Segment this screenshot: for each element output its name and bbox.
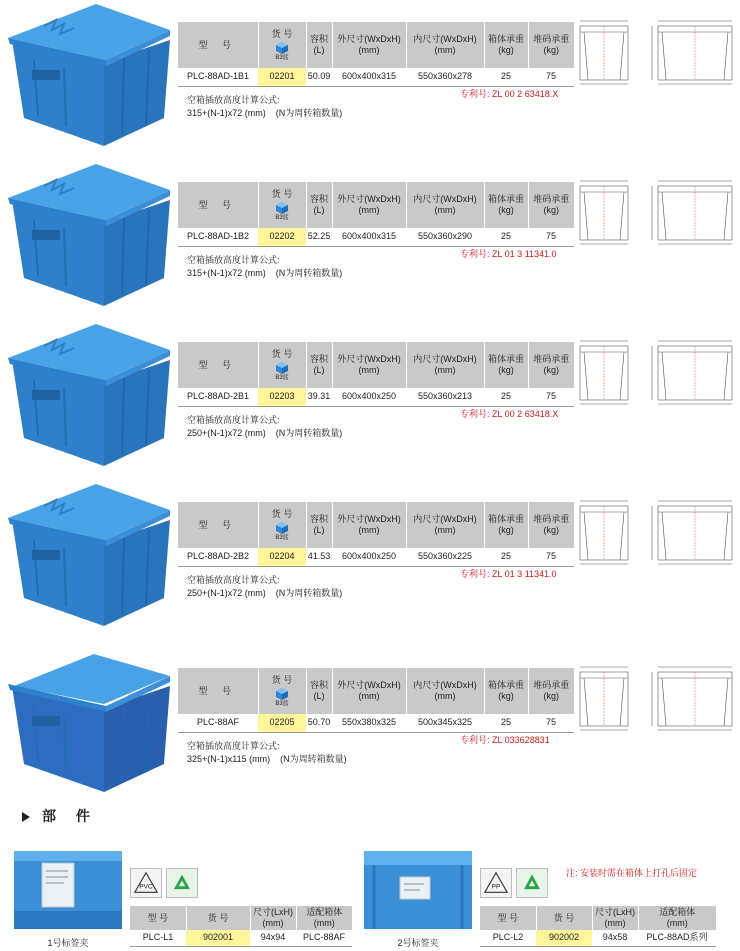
col-model: 型 号 — [178, 342, 258, 388]
technical-drawing — [578, 664, 736, 734]
installation-note: 注: 安装时需在箱体上打孔后固定 — [566, 868, 698, 878]
spec-table — [178, 342, 574, 407]
acc-sku-value: 902002 — [536, 930, 592, 946]
box-load-value: 25 — [484, 714, 528, 732]
patent-number: 专利号: ZL 01 3 11341.0 — [460, 249, 557, 259]
spec-table — [178, 502, 574, 567]
col-stack-load: 堆码承重 (kg) — [528, 22, 574, 68]
box-load-value: 25 — [484, 228, 528, 246]
sku-value: 02202 — [258, 228, 306, 246]
product-row — [0, 480, 740, 640]
acc-col-sku: 货 号 — [536, 906, 592, 930]
acc-model-value: PLC-L1 — [130, 930, 186, 946]
blue-cube-icon — [276, 522, 288, 534]
col-sku: 货 号 B3蓝 — [258, 22, 306, 68]
col-stack-load: 堆码承重 (kg) — [528, 342, 574, 388]
blue-cube-icon — [276, 688, 288, 700]
acc-col-model: 型 号 — [480, 906, 536, 930]
stack-height-formula: 空箱插放高度计算公式: 315+(N-1)x72 (mm) (N为周转箱数量) — [187, 255, 343, 278]
volume-value: 41.53 — [306, 548, 332, 566]
outer-size-value: 600x400x250 — [332, 548, 406, 566]
accessory-table-1 — [130, 906, 352, 947]
sku-value: 02201 — [258, 68, 306, 86]
col-sku: 货 号 B3蓝 — [258, 342, 306, 388]
col-model: 型 号 — [178, 182, 258, 228]
pvc-recycle-icon — [130, 868, 162, 898]
sku-value: 02203 — [258, 388, 306, 406]
spec-table — [178, 182, 574, 247]
label-holder-photo-1 — [14, 851, 122, 929]
svg-text:PP: PP — [491, 883, 501, 891]
col-model: 型 号 — [178, 502, 258, 548]
label-holder-photo-2 — [364, 851, 472, 929]
model-value: PLC-88AF — [178, 714, 258, 732]
col-sku: 货 号 B3蓝 — [258, 502, 306, 548]
col-stack-load: 堆码承重 (kg) — [528, 668, 574, 714]
col-box-load: 箱体承重 (kg) — [484, 502, 528, 548]
spec-table — [178, 668, 574, 733]
model-value: PLC-88AD-2B2 — [178, 548, 258, 566]
col-outer: 外尺寸(WxDxH) (mm) — [332, 502, 406, 548]
sku-value: 02204 — [258, 548, 306, 566]
col-volume: 容积 (L) — [306, 668, 332, 714]
section-title-parts: 部 件 — [22, 806, 98, 826]
inner-size-value: 500x345x325 — [406, 714, 484, 732]
stack-load-value: 75 — [528, 68, 574, 86]
technical-drawing — [578, 338, 736, 408]
volume-value: 50.09 — [306, 68, 332, 86]
technical-drawing — [578, 498, 736, 568]
inner-size-value: 550x360x278 — [406, 68, 484, 86]
outer-size-value: 600x400x315 — [332, 228, 406, 246]
product-row — [0, 646, 740, 806]
stack-load-value: 75 — [528, 714, 574, 732]
product-row — [0, 320, 740, 480]
inner-size-value: 550x360x225 — [406, 548, 484, 566]
outer-size-value: 600x400x250 — [332, 388, 406, 406]
col-outer: 外尺寸(WxDxH) (mm) — [332, 22, 406, 68]
acc-col-sku: 货 号 — [186, 906, 250, 930]
spec-table — [178, 22, 574, 87]
acc-fit-value: PLC-88AF — [296, 930, 352, 946]
blue-cube-icon — [276, 42, 288, 54]
col-stack-load: 堆码承重 (kg) — [528, 502, 574, 548]
col-inner: 内尺寸(WxDxH) (mm) — [406, 342, 484, 388]
crate-photo — [4, 646, 172, 794]
recycle-icon — [166, 868, 198, 898]
blue-cube-icon — [276, 202, 288, 214]
stack-load-value: 75 — [528, 548, 574, 566]
triangle-bullet-icon — [22, 812, 30, 822]
patent-number: 专利号: ZL 01 3 11341.0 — [460, 569, 557, 579]
crate-photo — [4, 320, 172, 468]
acc-col-size: 尺寸(LxH) (mm) — [250, 906, 296, 930]
crate-photo — [4, 0, 172, 148]
col-sku: 货 号 B3蓝 — [258, 668, 306, 714]
outer-size-value: 550x380x325 — [332, 714, 406, 732]
col-outer: 外尺寸(WxDxH) (mm) — [332, 182, 406, 228]
col-box-load: 箱体承重 (kg) — [484, 668, 528, 714]
volume-value: 52.25 — [306, 228, 332, 246]
model-value: PLC-88AD-2B1 — [178, 388, 258, 406]
accessory-table-2 — [480, 906, 716, 947]
acc-col-fit: 适配箱体 (mm) — [638, 906, 716, 930]
col-inner: 内尺寸(WxDxH) (mm) — [406, 182, 484, 228]
acc-size-value: 94x58 — [592, 930, 638, 946]
stack-load-value: 75 — [528, 228, 574, 246]
col-box-load: 箱体承重 (kg) — [484, 22, 528, 68]
technical-drawing — [578, 18, 736, 88]
patent-number: 专利号: ZL 033628831 — [460, 735, 550, 745]
acc-fit-value: PLC-88AD系列 — [638, 930, 716, 946]
col-model: 型 号 — [178, 668, 258, 714]
acc-model-value: PLC-L2 — [480, 930, 536, 946]
col-volume: 容积 (L) — [306, 502, 332, 548]
col-box-load: 箱体承重 (kg) — [484, 182, 528, 228]
crate-photo — [4, 480, 172, 628]
stack-height-formula: 空箱插放高度计算公式: 325+(N-1)x115 (mm) (N为周转箱数量) — [187, 741, 347, 764]
col-outer: 外尺寸(WxDxH) (mm) — [332, 668, 406, 714]
col-volume: 容积 (L) — [306, 342, 332, 388]
recycle-icon — [516, 868, 548, 898]
col-box-load: 箱体承重 (kg) — [484, 342, 528, 388]
box-load-value: 25 — [484, 388, 528, 406]
acc-col-size: 尺寸(LxH) (mm) — [592, 906, 638, 930]
box-load-value: 25 — [484, 68, 528, 86]
stack-height-formula: 空箱插放高度计算公式: 250+(N-1)x72 (mm) (N为周转箱数量) — [187, 415, 343, 438]
volume-value: 50.70 — [306, 714, 332, 732]
inner-size-value: 550x360x290 — [406, 228, 484, 246]
svg-text:PVC: PVC — [139, 883, 153, 891]
technical-drawing — [578, 178, 736, 248]
stack-height-formula: 空箱插放高度计算公式: 250+(N-1)x72 (mm) (N为周转箱数量) — [187, 575, 343, 598]
stack-load-value: 75 — [528, 388, 574, 406]
col-volume: 容积 (L) — [306, 182, 332, 228]
col-stack-load: 堆码承重 (kg) — [528, 182, 574, 228]
acc-sku-value: 902001 — [186, 930, 250, 946]
model-value: PLC-88AD-1B2 — [178, 228, 258, 246]
patent-number: 专利号: ZL 00 2 63418.X — [460, 409, 559, 419]
blue-cube-icon — [276, 362, 288, 374]
outer-size-value: 600x400x315 — [332, 68, 406, 86]
accessory-caption-1: 1号标签夹 — [47, 938, 89, 948]
stack-height-formula: 空箱插放高度计算公式: 315+(N-1)x72 (mm) (N为周转箱数量) — [187, 95, 343, 118]
patent-number: 专利号: ZL 00 2 63418.X — [460, 89, 559, 99]
acc-size-value: 94x94 — [250, 930, 296, 946]
col-inner: 内尺寸(WxDxH) (mm) — [406, 22, 484, 68]
col-outer: 外尺寸(WxDxH) (mm) — [332, 342, 406, 388]
col-inner: 内尺寸(WxDxH) (mm) — [406, 668, 484, 714]
crate-photo — [4, 160, 172, 308]
acc-col-model: 型 号 — [130, 906, 186, 930]
accessory-caption-2: 2号标签夹 — [397, 938, 439, 948]
model-value: PLC-88AD-1B1 — [178, 68, 258, 86]
product-row — [0, 0, 740, 160]
col-model: 型 号 — [178, 22, 258, 68]
col-inner: 内尺寸(WxDxH) (mm) — [406, 502, 484, 548]
acc-col-fit: 适配箱体 (mm) — [296, 906, 352, 930]
col-sku: 货 号 B3蓝 — [258, 182, 306, 228]
col-volume: 容积 (L) — [306, 22, 332, 68]
volume-value: 39.31 — [306, 388, 332, 406]
box-load-value: 25 — [484, 548, 528, 566]
product-row — [0, 160, 740, 320]
pp-recycle-icon — [480, 868, 512, 898]
sku-value: 02205 — [258, 714, 306, 732]
inner-size-value: 550x360x213 — [406, 388, 484, 406]
